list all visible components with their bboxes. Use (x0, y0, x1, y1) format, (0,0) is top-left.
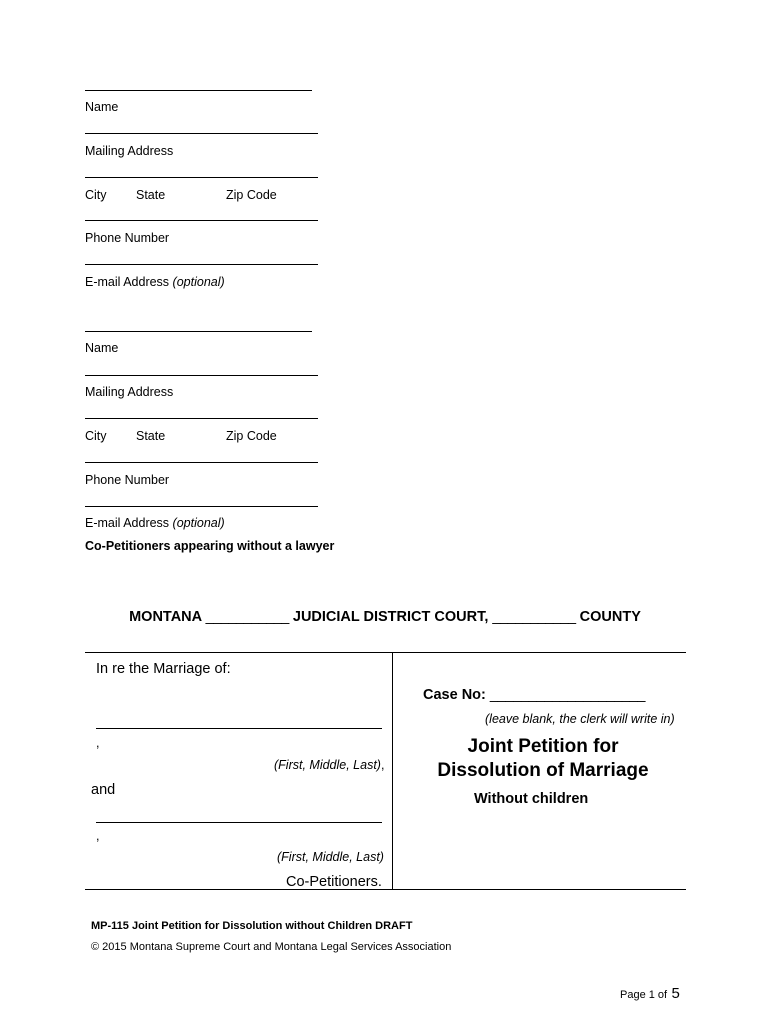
case-number-field[interactable]: ____________________ (489, 687, 646, 703)
document-subtitle: Without children (474, 791, 589, 807)
petitioner2-email-text: E-mail Address (85, 516, 170, 530)
and-label: and (91, 782, 116, 798)
clerk-note: (leave blank, the clerk will write in) (485, 712, 675, 726)
court-name: JUDICIAL DISTRICT COURT, (292, 609, 489, 625)
spouse1-comma: , (96, 736, 100, 750)
page-number-total: 5 (671, 985, 680, 1002)
petitioner1-phone-label: Phone Number (85, 231, 170, 245)
page-number-prefix: Page 1 of (620, 989, 668, 1001)
petitioner1-zip-label: Zip Code (226, 188, 277, 202)
spouse1-name-hint-text: (First, Middle, Last) (274, 758, 381, 772)
court-state: MONTANA (129, 609, 202, 625)
court-heading (0, 609, 770, 625)
petitioner1-city-label: City (85, 188, 107, 202)
petitioner2-email-optional: (optional) (172, 516, 225, 530)
caption-divider (392, 653, 393, 890)
in-re-marriage-label: In re the Marriage of: (96, 661, 231, 677)
petitioner1-email-optional: (optional) (172, 275, 225, 289)
spouse2-name-field[interactable] (96, 822, 382, 823)
petitioner2-state-label: State (136, 429, 166, 443)
petitioner2-zip-label: Zip Code (226, 429, 277, 443)
petitioner1-email-label (85, 275, 225, 290)
court-county-word: COUNTY (579, 609, 641, 625)
caption-bottom-rule (85, 889, 686, 890)
document-title-line2: Dissolution of Marriage (437, 760, 649, 781)
petitioner1-citystatezip-field[interactable] (85, 177, 318, 178)
petitioner2-email-label (85, 516, 225, 531)
spouse1-name-hint (274, 758, 384, 772)
petitioner2-citystatezip-field[interactable] (85, 418, 318, 419)
petitioner1-email-text: E-mail Address (85, 275, 170, 289)
case-number-label: Case No: (423, 687, 486, 703)
caption-top-rule (85, 652, 686, 653)
case-number (423, 687, 645, 703)
copyright: © 2015 Montana Supreme Court and Montana Legal Services Association (91, 941, 452, 953)
spouse2-comma: , (96, 829, 100, 843)
spouse2-name-hint: (First, Middle, Last) (277, 850, 384, 864)
petitioner2-name-field[interactable] (85, 331, 312, 332)
petitioner2-city-label: City (85, 429, 107, 443)
form-id: MP-115 Joint Petition for Dissolution without Children DRAFT (91, 920, 413, 932)
appearing-without-lawyer-note: Co-Petitioners appearing without a lawyer (85, 539, 335, 553)
petitioner2-mailing-field[interactable] (85, 375, 318, 376)
petitioner1-name-field[interactable] (85, 90, 312, 91)
page-number (620, 985, 680, 1003)
court-county-blank[interactable]: ___________ (492, 609, 576, 625)
petitioner2-phone-field[interactable] (85, 462, 318, 463)
document-title-line1: Joint Petition for (467, 736, 619, 757)
court-district-blank[interactable]: ___________ (205, 609, 289, 625)
co-petitioners-label: Co-Petitioners. (286, 874, 382, 890)
spouse1-name-field[interactable] (96, 728, 382, 729)
petitioner1-email-field[interactable] (85, 264, 318, 265)
petitioner1-mailing-field[interactable] (85, 133, 318, 134)
petitioner1-name-label: Name (85, 100, 119, 114)
petitioner1-phone-field[interactable] (85, 220, 318, 221)
petitioner1-mailing-label: Mailing Address (85, 144, 174, 158)
petitioner1-state-label: State (136, 188, 166, 202)
petitioner2-mailing-label: Mailing Address (85, 385, 174, 399)
petitioner2-phone-label: Phone Number (85, 473, 170, 487)
petitioner2-email-field[interactable] (85, 506, 318, 507)
spouse1-name-hint-comma: , (380, 758, 385, 772)
petitioner2-name-label: Name (85, 341, 119, 355)
